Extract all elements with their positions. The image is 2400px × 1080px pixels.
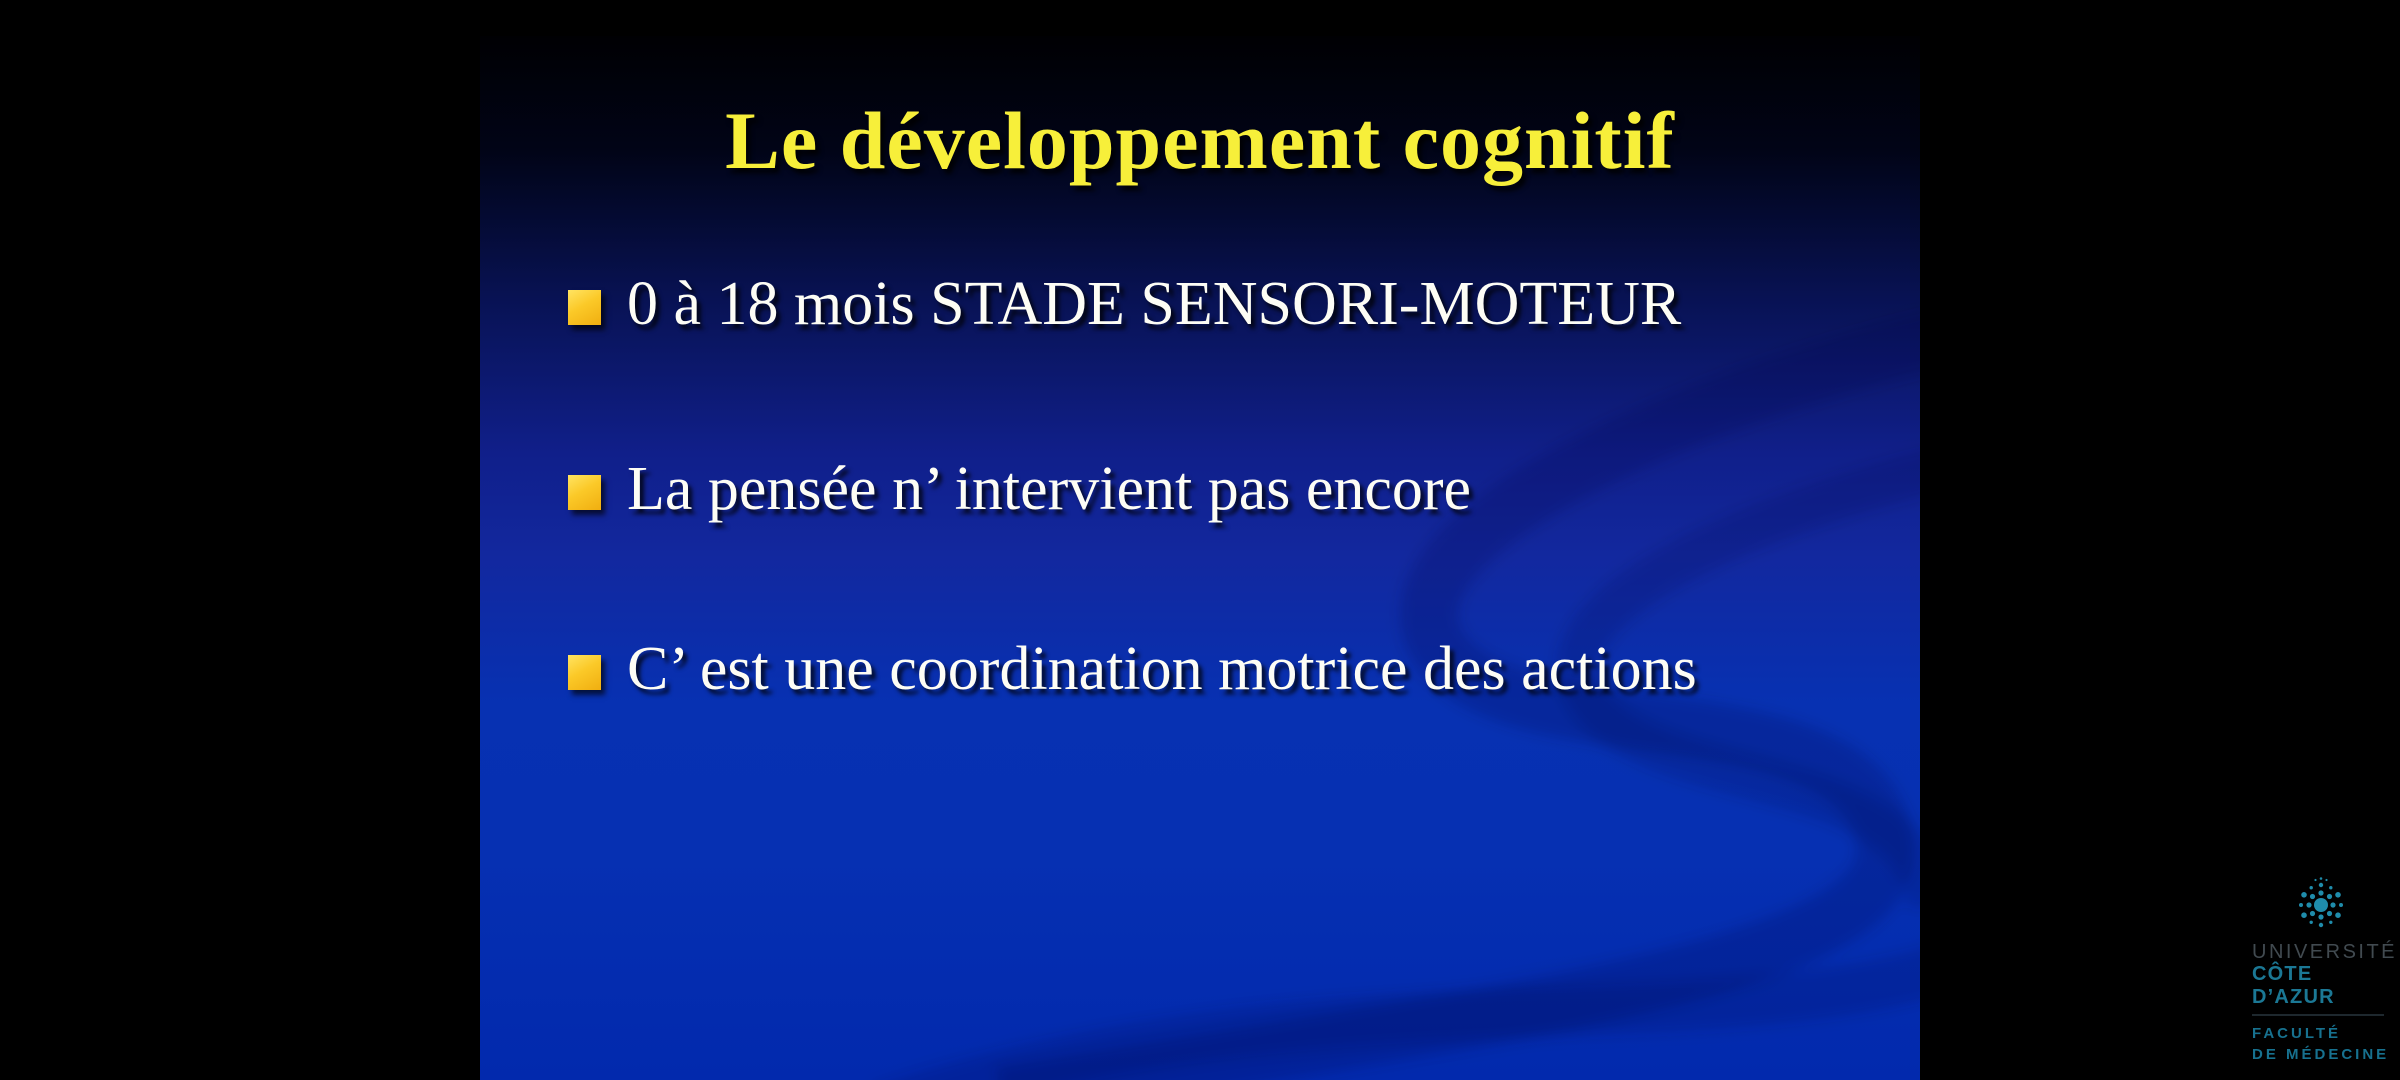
bullet-item [568,263,1681,351]
logo-cote-dazur-label: CÔTE D’AZUR [2252,962,2335,1008]
sunburst-icon-wrap [2252,875,2390,931]
dotted-sunburst-icon [2295,875,2347,931]
bullet-text: La pensée n’ intervient pas encore [627,455,1472,523]
logo-faculte-label: FACULTÉ [2252,1024,2342,1042]
bullet-text: C’ est une coordination motrice des actions [627,635,1697,703]
bullet-item [568,448,1471,536]
bullet-square-icon [568,290,601,325]
logo-universite-label: UNIVERSITÉ [2252,940,2398,963]
presentation-slide [480,36,1920,1080]
bullet-text: 0 à 18 mois STADE SENSORI-MOTEUR [627,270,1682,338]
university-logo [2252,875,2398,1067]
bullet-item [568,628,1697,716]
bullet-square-icon [568,475,601,510]
logo-medecine-label: DE MÉDECINE [2252,1046,2390,1064]
slide-title: Le développement cognitif [725,95,1675,186]
logo-divider [2252,1014,2384,1016]
swirl-watermark [480,36,1920,1080]
bullet-square-icon [568,655,601,690]
